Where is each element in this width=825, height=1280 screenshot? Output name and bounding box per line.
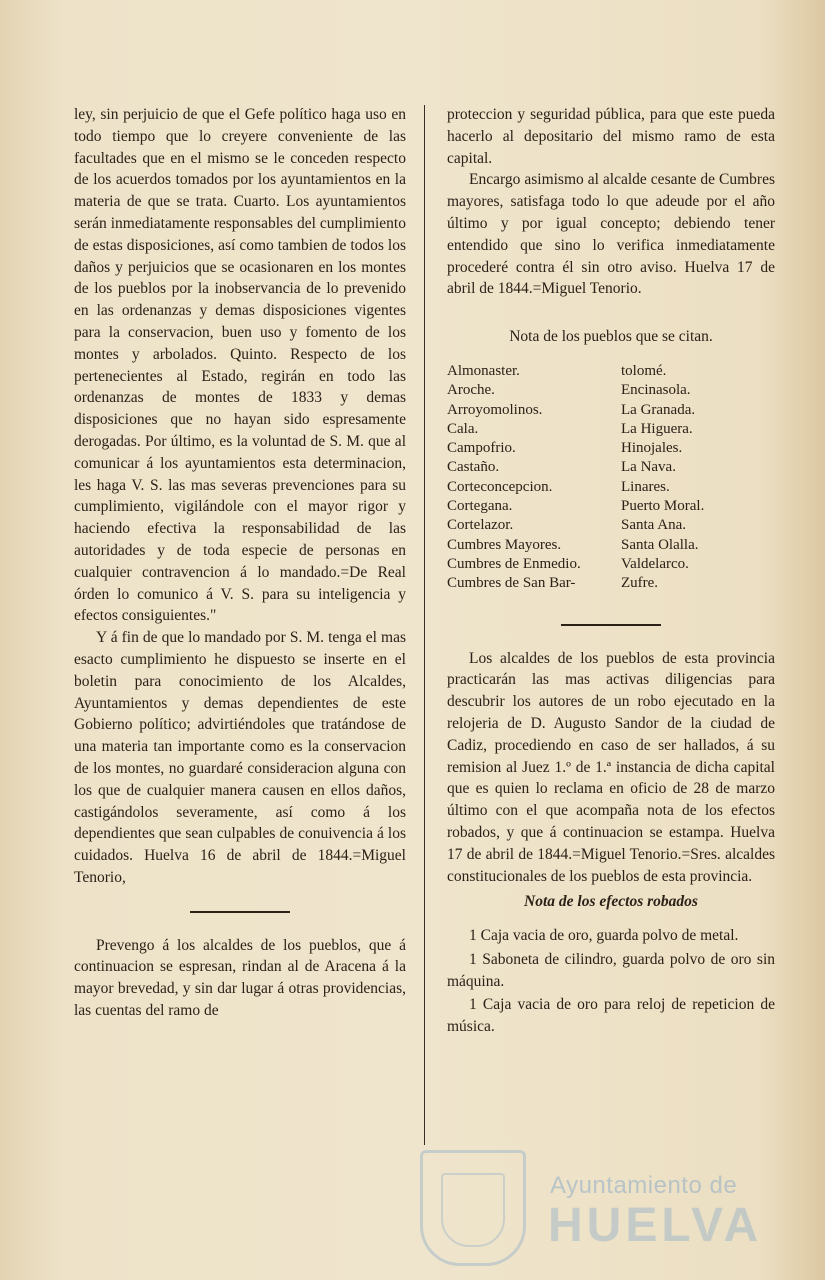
town-item: La Nava. (621, 459, 676, 476)
towns-column-1 (447, 362, 621, 594)
left-paragraph-3: Prevengo á los alcaldes de los pueblos, que á continuacion se espresan, rindan al de Aracena á la mayor brevedad, y sin dar lugar á otras providencias, las cuentas del ramo de (74, 936, 406, 1020)
town-item: Aroche. (447, 382, 495, 399)
towns-heading: Nota de los pueblos que se citan. (509, 328, 713, 346)
town-item: Hinojales. (621, 440, 683, 457)
town-item: tolomé. (621, 362, 667, 379)
town-item: Cortegana. (447, 498, 513, 515)
town-item: Zufre. (621, 575, 659, 592)
effect-item: 1 Saboneta de cilindro, guarda polvo de oro sin máquina. (447, 950, 775, 990)
watermark-line-2: HUELVA (548, 1199, 763, 1252)
section-divider (561, 624, 661, 626)
town-item: Corteconcepcion. (447, 478, 553, 495)
town-item: Santa Olalla. (621, 536, 699, 553)
town-item: Linares. (621, 478, 670, 495)
towns-list (447, 362, 775, 594)
town-item: Cumbres de San Bar- (447, 575, 576, 592)
town-item: Cumbres de Enmedio. (447, 555, 581, 572)
right-paragraph-2: Encargo asimismo al alcalde cesante de Cumbres mayores, satisfaga todo lo que adeude por el año último y por igual concepto; debiendo tener entendido que sino lo verifica inmediatamente procederé contra él sin otro aviso. Huelva 17 de abril de 1844.=Miguel Tenorio. (447, 171, 775, 298)
town-item: Cortelazor. (447, 517, 514, 534)
watermark-line-1: Ayuntamiento de (550, 1172, 738, 1199)
bleed-through-text (300, 0, 600, 30)
effect-item: 1 Caja vacia de oro para reloj de repeticion de música. (447, 996, 775, 1036)
town-item: Puerto Moral. (621, 498, 705, 515)
town-item: Cala. (447, 420, 479, 437)
left-column (74, 104, 406, 1022)
watermark (420, 1150, 763, 1260)
effects-list (447, 925, 775, 1038)
right-column (447, 104, 775, 1040)
effect-item: 1 Caja vacia de oro, guarda polvo de metal. (469, 927, 739, 945)
town-item: Encinasola. (621, 382, 691, 399)
town-item: La Higuera. (621, 420, 693, 437)
section-divider (190, 911, 290, 913)
towns-column-2 (621, 362, 771, 594)
town-item: Santa Ana. (621, 517, 686, 534)
right-paragraph-3: Los alcaldes de los pueblos de esta provincia practicarán las mas activas diligencias para descubrir los autores de un robo ejecutado en la relojeria de D. Augusto Sandor de la ciudad de Cadiz, procediendo en caso de ser hallados, á su remision al Juez 1.º de 1.ª instancia de dicha capital que es quien lo reclama en oficio de 28 de marzo último con el que acompaña nota de los efectos robados, y que á continuacion se estampa. Huelva 17 de abril de 1844.=Miguel Tenorio.=Sres. alcaldes constitucionales de los pueblos de esta provincia. (447, 649, 775, 885)
left-paragraph-1: ley, sin perjuicio de que el Gefe político haga uso en todo tiempo que lo creyere conveniente de las facultades que en el mismo se le conceden respecto de los acuerdos tomados por los ayuntamientos en la materia de que se trata. Cuarto. Los ayuntamientos serán inmediatamente responsables del cumplimiento de estas disposiciones, así como tambien de todos los daños y perjuicios que se ocasionaren en los montes de los pueblos por la inobservancia de lo prevenido en las ordenanzas y demas disposiciones vigentes para la conservacion, buen uso y fomento de los montes y arbolados. Quinto. Respecto de los pertenecientes al Estado, regirán en todo las ordenanzas de montes de 1833 y demas disposiciones que no hayan sido espresamente derogadas. Por último, es la voluntad de S. M. que al comunicar á los ayuntamientos esta determinacion, les haga V. S. las mas severas prevenciones para su cumplimiento, vigilándole con el mayor rigor y haciendo efectiva la responsabilidad de las autoridades y de toda especie de personas en cualquier contravencion á lo mandado.=De Real órden lo comunico á V. S. para su inteligencia y efectos consiguientes." (74, 106, 406, 625)
town-item: Castaño. (447, 459, 500, 476)
column-divider (424, 105, 425, 1145)
town-item: Valdelarco. (621, 555, 689, 572)
town-item: Cumbres Mayores. (447, 536, 562, 553)
town-item: Campofrio. (447, 440, 516, 457)
town-item: La Granada. (621, 401, 696, 418)
effects-heading: Nota de los efectos robados (524, 893, 698, 911)
town-item: Arroyomolinos. (447, 401, 543, 418)
left-paragraph-2: Y á fin de que lo mandado por S. M. tenga el mas esacto cumplimiento he dispuesto se inserte en el boletin para conocimiento de los Alcaldes, Ayuntamientos y demas dependientes de este Gobierno político; advirtiéndoles que tratándose de una materia tan importante como es la conservacion de los montes, no guardaré consideracion alguna con los que de cualquier manera causen en ellos daños, castigándolos severamente, así como á los dependientes que sean culpables de conuivencia á los cuidados. Huelva 16 de abril de 1844.=Miguel Tenorio, (74, 629, 406, 886)
shield-icon (420, 1150, 526, 1266)
right-paragraph-1: proteccion y seguridad pública, para que este pueda hacerlo al depositario del mismo ramo de esta capital. (447, 106, 775, 167)
town-item: Almonaster. (447, 362, 520, 379)
